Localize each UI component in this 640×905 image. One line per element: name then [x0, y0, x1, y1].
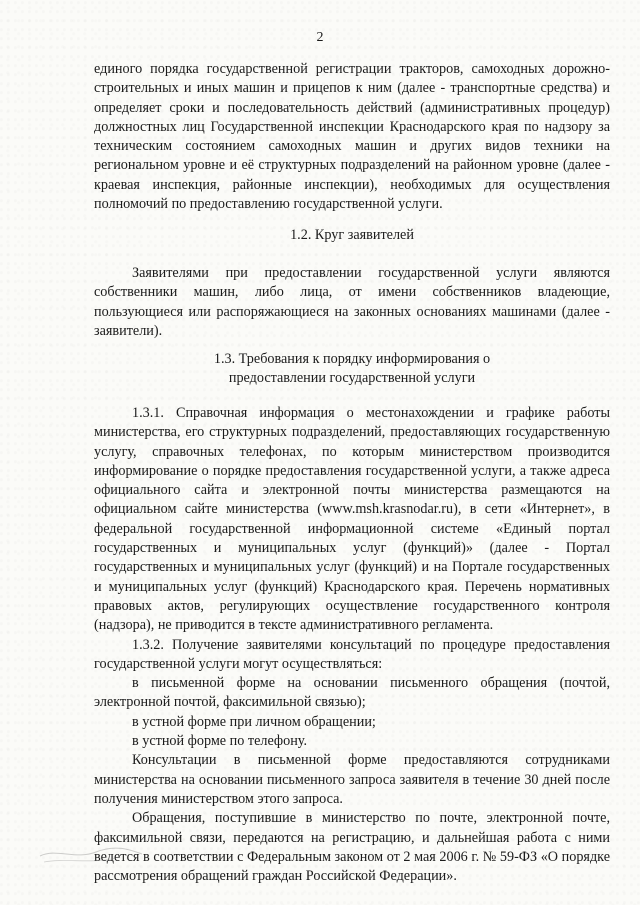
- heading-information-line-1: 1.3. Требования к порядку информирования о: [213, 351, 491, 367]
- paragraph-1-3-1: 1.3.1. Справочная информация о местонахождении и графике работы министерства, его структурных подразделений, предоставляющих государственную услугу, справочных телефонах, по которым министерством производится информирование о порядке предоставления государственной услуги, а также адреса официального сайта и электронной почты министерства размещаются на официальном сайте министерства (www.msh.krasnodar.ru), в сети «Интернет», в федеральной государственной информационной системе «Единый портал государственных и муниципальных услуг (функций)» (далее - Портал государственных и муниципальных услуг (функций) и на Портале государственных и муниципальных услуг (функций) Краснодарского края. Перечень нормативных правовых актов, регулирующих осуществление государственного контроля (надзора), не приводится в тексте административного регламента.: [94, 405, 610, 634]
- list-item-oral-phone: в устной форме по телефону.: [132, 733, 308, 750]
- section-1-3-body: [94, 404, 610, 886]
- paragraph-applicants: Заявителями при предоставлении государственной услуги являются собственники машин, либо лица, от имени собственников владеющие, пользующиеся или распоряжающиеся на законных основаниях машинами (далее - заявители).: [94, 265, 610, 339]
- heading-applicants: 1.2. Круг заявителей: [290, 227, 414, 243]
- list-item-written-form: в письменной форме на основании письменного обращения (почтой, электронной почтой, факсимильной связью);: [94, 675, 610, 711]
- paragraph-appeals: Обращения, поступившие в министерство по почте, электронной почте, факсимильной связи, передаются на регистрацию, и дальнейшая работа с ними ведется в соответствии с Федеральным законом от 2 мая 2006 г. № 59-ФЗ «О порядке рассмотрения обращений граждан Российской Федерации».: [94, 810, 610, 885]
- paragraph-intro: единого порядка государственной регистрации тракторов, самоходных дорожно-строительных и иных машин и прицепов к ним (далее - транспортные средства) и определяет сроки и последовательность действий (административных процедур) должностных лиц Государственной инспекции Краснодарского края по надзору за техническим состоянием самоходных машин и других видов техники на региональном уровне и её структурных подразделений на районном уровне (далее - краевая инспекция, районные инспекции), необходимых для осуществления полномочий по предоставлению государственной услуги.: [94, 61, 610, 213]
- heading-information-line-2: предоставлении государственной услуги: [228, 370, 476, 387]
- list-item-oral-personal: в устной форме при личном обращении;: [132, 713, 376, 730]
- heading-information-requirements: [94, 350, 610, 389]
- page-number: 2: [316, 30, 324, 45]
- faded-stamp-mark: [36, 838, 146, 868]
- paragraph-1-3-2: 1.3.2. Получение заявителями консультаций по процедуре предоставления государственной услуги могут осуществляться:: [94, 636, 610, 672]
- paragraph-consultations: Консультации в письменной форме предоставляются сотрудниками министерства на основании письменного запроса заявителя в течение 30 дней после получения министерством этого запроса.: [94, 752, 610, 807]
